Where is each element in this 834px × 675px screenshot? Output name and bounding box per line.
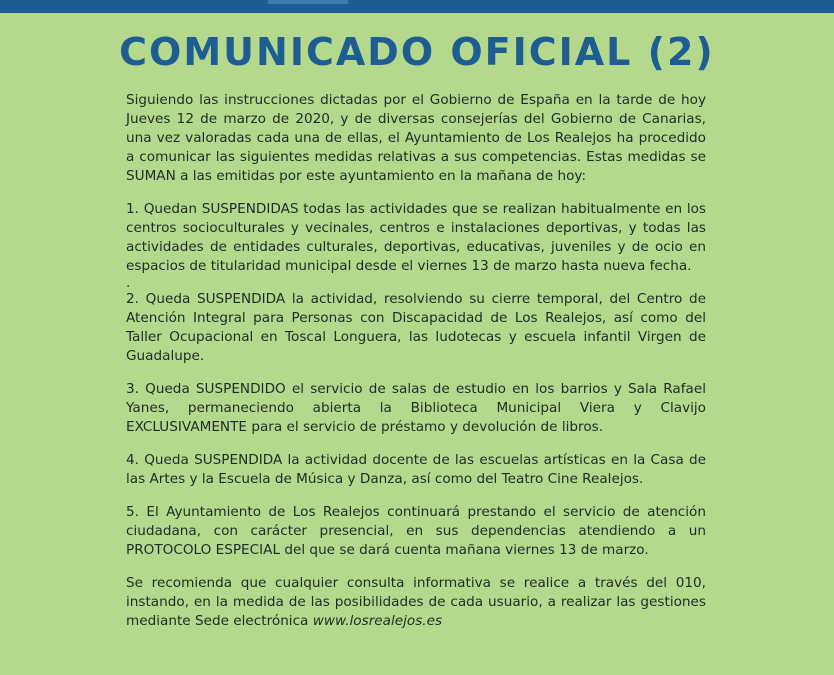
measure-item-5: 5. El Ayuntamiento de Los Realejos continuará prestando el servicio de atención ciudadana, con carácter presencial, en sus dependencias atendiendo a un PROTOCOLO ESPECIAL del que se dará cuenta mañana viernes 13 de marzo. bbox=[126, 504, 706, 558]
closing-paragraph bbox=[126, 574, 706, 631]
closing-text: Se recomienda que cualquier consulta informativa se realice a través del 010, instando, en la medida de las posibilidades de cada usuario, a realizar las gestiones mediante Sede electrónica bbox=[126, 575, 706, 629]
header-tab-accent bbox=[268, 0, 348, 4]
measure-item-2: 2. Queda SUSPENDIDA la actividad, resolviendo su cierre temporal, del Centro de Atención Integral para Personas con Discapacidad de Los Realejos, así como del Taller Ocupacional en Toscal Longuera, las ludotecas y escuela infantil Virgen de Guadalupe. bbox=[126, 291, 706, 364]
measure-item-1: 1. Quedan SUSPENDIDAS todas las actividades que se realizan habitualmente en los centros socioculturales y vecinales, centros e instalaciones deportivas, y todas las actividades de entidades culturales, deportivas, educativas, juveniles y de ocio en espacios de titularidad municipal desde el viernes 13 de marzo hasta nueva fecha. bbox=[126, 201, 706, 274]
stray-dot: . bbox=[126, 275, 131, 291]
intro-paragraph: Siguiendo las instrucciones dictadas por el Gobierno de España en la tarde de hoy Jueves 12 de marzo de 2020, y de diversas consejerías del Gobierno de Canarias, una vez valoradas cada una de ellas, el Ayuntamiento de Los Realejos ha procedido a comunicar las siguientes medidas relativas a sus competencias. Estas medidas se SUMAN a las emitidas por este ayuntamiento en la mañana de hoy: bbox=[126, 92, 706, 184]
top-header-bar bbox=[0, 0, 834, 13]
page-title: COMUNICADO OFICIAL (2) bbox=[119, 30, 715, 74]
website-link[interactable]: www.losrealejos.es bbox=[312, 613, 443, 629]
announcement-body bbox=[126, 91, 706, 645]
measure-item-4: 4. Queda SUSPENDIDA la actividad docente de las escuelas artísticas en la Casa de las Artes y la Escuela de Música y Danza, así como del Teatro Cine Realejos. bbox=[126, 452, 706, 487]
measure-item-3: 3. Queda SUSPENDIDO el servicio de salas de estudio en los barrios y Sala Rafael Yanes, permaneciendo abierta la Biblioteca Municipal Viera y Clavijo EXCLUSIVAMENTE para el servicio de préstamo y devolución de libros. bbox=[126, 381, 706, 435]
